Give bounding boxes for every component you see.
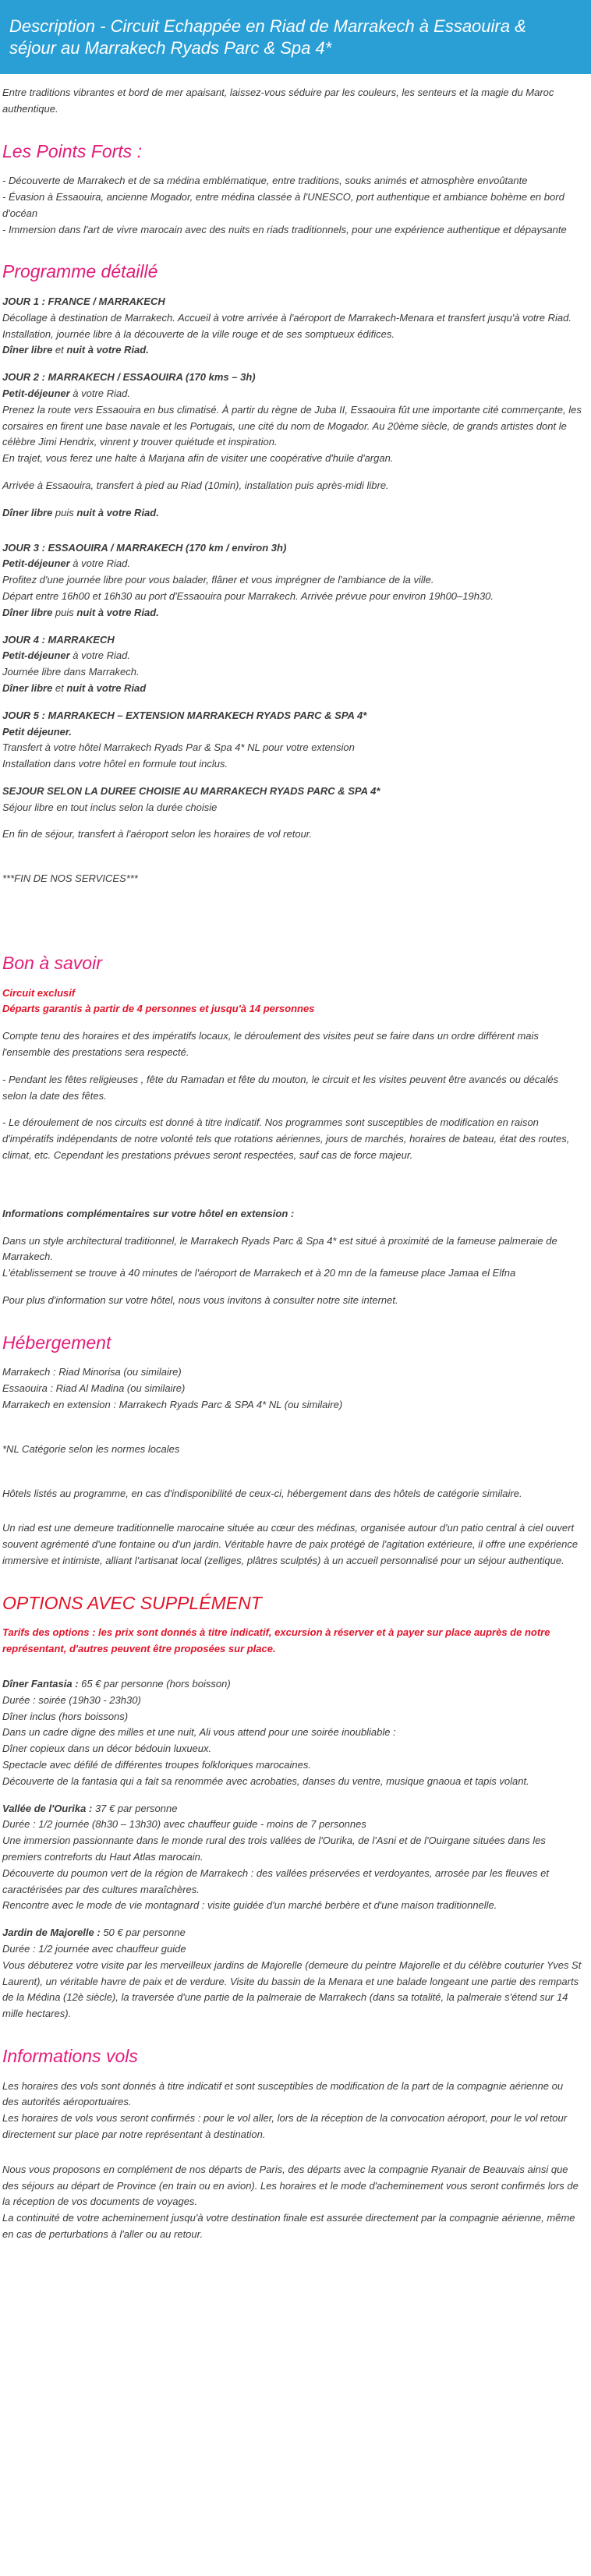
day-4-title: JOUR 4 : MARRAKECH: [2, 633, 115, 646]
option-fantasia-header: Dîner Fantasia : 65 € par personne (hors boisson): [2, 1677, 231, 1690]
option-line: Durée : 1/2 journée (8h30 – 13h30) avec chauffeur guide - moins de 7 personnes: [2, 1818, 366, 1831]
intro-text: Entre traditions vibrantes et bord de mer apaisant, laissez-vous séduire par les couleurs, les senteurs et la magie du Maroc authentique.: [2, 87, 554, 115]
option-ourika: [2, 1801, 582, 1915]
vols-text: La continuité de votre acheminement jusqu'à votre destination finale est assurée directement par la compagnie aérienne, même en cas de perturbations à l'aller ou au retour.: [2, 2212, 575, 2240]
options-heading: OPTIONS AVEC SUPPLÉMENT: [2, 1592, 262, 1613]
programme-heading: Programme détaillé: [2, 261, 158, 282]
riad-description: Un riad est une demeure traditionnelle marocaine située au cœur des médinas, organisée autour d'un patio central à ciel ouvert souvent agrémenté d'une fontaine ou d'un jardin. Véritable havre de paix protégé de l'agitation extérieure, il offre une expérience immersive et intimiste, alliant l'artisanat local (zelliges, plâtres sculptés) à un accueil personnalisé pour un séjour authentique.: [2, 1522, 579, 1566]
hotel-info-text: L'établissement se trouve à 40 minutes de l'aéroport de Marrakech et à 20 mn de la fameuse place Jamaa el Elfna: [2, 1267, 516, 1279]
hotel-info-title: Informations complémentaires sur votre hôtel en extension :: [2, 1207, 295, 1219]
vols-text: Les horaires de vols vous seront confirmés : pour le vol aller, lors de la réception de la convocation aéroport, pour le vol retour directement sur place par notre représentant à destination.: [2, 2112, 568, 2140]
points-forts-item: - Découverte de Marrakech et de sa médina emblématique, entre traditions, souks animés et atmosphère envoûtante: [2, 175, 528, 187]
day-1-title: JOUR 1 : FRANCE / MARRAKECH: [2, 295, 165, 307]
day-2-block: [2, 370, 582, 467]
option-majorelle: [2, 1925, 582, 2022]
bon-a-savoir-heading: Bon à savoir: [2, 953, 102, 974]
points-forts-list: [2, 173, 582, 238]
circuit-exclusif-block: [2, 985, 582, 1018]
fin-services: ***FIN DE NOS SERVICES***: [2, 872, 138, 885]
vols-block-2: [2, 2162, 582, 2243]
option-line: Dans un cadre digne des milles et une nuit, Ali vous attend pour une soirée inoubliable :: [2, 1726, 396, 1739]
day-2-breakfast: Petit-déjeuner à votre Riad.: [2, 387, 131, 399]
option-line: Durée : soirée (19h30 - 23h30): [2, 1693, 141, 1706]
bon-a-savoir-text: - Le déroulement de nos circuits est donné à titre indicatif. Nos programmes sont susceptibles de modification en raison d'impératifs indépendants de notre volonté tels que rotations aériennes, jours de marchés, horaires de bateau, état des routes, climat, etc. Cependant les prestations prévues seront respectées, sauf cas de force majeur.: [2, 1116, 570, 1162]
hebergement-text: Hôtels listés au programme, en cas d'indisponibilité de ceux-ci, hébergement dans des hôtels de catégorie similaire.: [2, 1487, 522, 1499]
page-header: [0, 0, 591, 74]
vols-text: Les horaires des vols sont donnés à titre indicatif et sont susceptibles de modification de la part de la compagnie aérienne ou des autorités aéroportuaires.: [2, 2079, 564, 2108]
day-4-dinner: Dîner libre et nuit à votre Riad: [2, 681, 147, 694]
nl-note: *NL Catégorie selon les normes locales: [2, 1442, 180, 1455]
hebergement-heading: Hébergement: [2, 1332, 111, 1353]
points-forts-heading: Les Points Forts :: [2, 140, 142, 161]
main-content: [0, 85, 591, 2243]
option-line: Rencontre avec le mode de vie montagnard : visite guidée d'un marché berbère et d'une maison traditionnelle.: [2, 1899, 497, 1912]
day-3-title: JOUR 3 : ESSAOUIRA / MARRAKECH (170 km / environ 3h): [2, 541, 287, 554]
day-2-arrival: Arrivée à Essaouira, transfert à pied au Riad (10min), installation puis après-midi libre.: [2, 479, 389, 491]
day-1-block: [2, 294, 582, 359]
day-4-text: Journée libre dans Marrakech.: [2, 666, 140, 678]
option-majorelle-header: Jardin de Majorelle : 50 € par personne: [2, 1927, 186, 1939]
day-5-block: [2, 708, 582, 773]
day-4-block: [2, 632, 582, 697]
day-1-dinner: Dîner libre et nuit à votre Riad.: [2, 344, 149, 356]
option-line: Découverte de la fantasia qui a fait sa renommée avec acrobaties, danses du ventre, musique gnaoua et tapis volant.: [2, 1775, 529, 1787]
hebergement-list: [2, 1364, 582, 1413]
day-3-breakfast: Petit-déjeuner à votre Riad.: [2, 557, 131, 570]
points-forts-item: - Évasion à Essaouira, ancienne Mogador, entre médina classée à l'UNESCO, port authentique et ambiance bohème en bord d'océan: [2, 190, 564, 219]
vols-text: Nous vous proposons en complément de nos départs de Paris, des départs avec la compagnie Ryanair de Beauvais ainsi que des séjours au départ de Province (en train ou en avion). Les horaires et le mode d'acheminement vous seront confirmés lors de la réception de vos documents de voyages.: [2, 2163, 579, 2208]
hebergement-item: Marrakech en extension : Marrakech Ryads Parc & SPA 4* NL (ou similaire): [2, 1399, 343, 1411]
option-ourika-header: Vallée de l'Ourika : 37 € par personne: [2, 1802, 178, 1814]
day-3-block: [2, 540, 582, 621]
page-title: Description - Circuit Echappée en Riad de Marrakech à Essaouira & séjour au Marrakech Ryads Parc & Spa 4*: [9, 16, 526, 58]
hotel-info-text: Dans un style architectural traditionnel, le Marrakech Ryads Parc & Spa 4* est situé à proximité de la fameuse palmeraie de Marrakech.: [2, 1234, 557, 1263]
day-2-text: En trajet, vous ferez une halte à Marjana afin de visiter une coopérative d'huile d'argan.: [2, 452, 394, 465]
programme-end: En fin de séjour, transfert à l'aéroport selon les horaires de vol retour.: [2, 828, 313, 840]
day-2-title: JOUR 2 : MARRAKECH / ESSAOUIRA (170 kms – 3h): [2, 371, 256, 384]
option-line: Durée : 1/2 journée avec chauffeur guide: [2, 1942, 186, 1955]
day-5-text: Transfert à votre hôtel Marrakech Ryads Par & Spa 4* NL pour votre extension: [2, 741, 355, 754]
vols-heading: Informations vols: [2, 2045, 138, 2066]
sejour-text: Séjour libre en tout inclus selon la durée choisie: [2, 801, 218, 813]
day-5-breakfast: Petit déjeuner.: [2, 725, 72, 738]
sejour-title: SEJOUR SELON LA DUREE CHOISIE AU MARRAKECH RYADS PARC & SPA 4*: [2, 784, 380, 797]
sejour-block: [2, 784, 582, 816]
option-line: Spectacle avec défilé de différentes troupes folkloriques marocaines.: [2, 1758, 311, 1771]
option-line: Dîner inclus (hors boissons): [2, 1710, 129, 1722]
bon-a-savoir-text: - Pendant les fêtes religieuses , fête du Ramadan et fête du mouton, le circuit et les visites peuvent être avancés ou décalés selon la date des fêtes.: [2, 1073, 559, 1102]
hebergement-item: Essaouira : Riad Al Madina (ou similaire): [2, 1382, 186, 1395]
options-tarifs: Tarifs des options : les prix sont donnés à titre indicatif, excursion à réserver et à payer sur place auprès de notre représentant, d'autres peuvent être proposées sur place.: [2, 1626, 550, 1655]
day-3-text: Départ entre 16h00 et 16h30 au port d'Essaouira pour Marrakech. Arrivée prévue pour environ 19h00–19h30.: [2, 589, 494, 602]
hotel-info-text: Pour plus d'information sur votre hôtel, nous vous invitons à consulter notre site internet.: [2, 1294, 398, 1307]
day-2-text: Prenez la route vers Essaouira en bus climatisé. À partir du règne de Juba II, Essaouira fût une importante cité commerçante, les corsaires en firent une base navale et les Portugais, une cité du nom de Mogador. Au 20ème siècle, de grands artistes dont le célèbre Jimi Hendrix, vinrent y trouver quiétude et inspiration.: [2, 403, 582, 448]
hotel-info-block: [2, 1233, 582, 1282]
day-5-title: JOUR 5 : MARRAKECH – EXTENSION MARRAKECH RYADS PARC & SPA 4*: [2, 709, 367, 721]
option-line: Vous débuterez votre visite par les merveilleux jardins de Majorelle (demeure du peintre Majorelle et du célèbre couturier Yves St Laurent), un véritable havre de paix et de verdure. Visite du bassin de la Menara et une balade longeant une partie des remparts de la Médina (12è siècle), la traversée d'une partie de la palmeraie de Marrakech (dans sa totalité, la palmeraie s'étend sur 14 mille hectares).: [2, 1959, 582, 2020]
option-line: Une immersion passionnante dans le monde rural des trois vallées de l'Ourika, de l'Asni et de l'Ouirgane situées dans les premiers contreforts du Haut Atlas marocain.: [2, 1835, 546, 1863]
points-forts-item: - Immersion dans l'art de vivre marocain avec des nuits en riads traditionnels, pour une expérience authentique et dépaysante: [2, 223, 567, 235]
vols-block: [2, 2079, 582, 2143]
day-2-dinner: Dîner libre puis nuit à votre Riad.: [2, 506, 159, 518]
day-5-text: Installation dans votre hôtel en formule tout inclus.: [2, 758, 228, 770]
day-1-text: Décollage à destination de Marrakech. Accueil à votre arrivée à l'aéroport de Marrakech-Menara et transfert jusqu'à votre Riad. Installation, journée libre à la découverte de la ville rouge et de ses somptueux édifices.: [2, 311, 572, 340]
option-fantasia: [2, 1676, 582, 1790]
departs-garantis: Départs garantis à partir de 4 personnes et jusqu'à 14 personnes: [2, 1003, 315, 1015]
day-3-dinner: Dîner libre puis nuit à votre Riad.: [2, 606, 159, 618]
bon-a-savoir-text: Compte tenu des horaires et des impératifs locaux, le déroulement des visites peut se faire dans un ordre différent mais l'ensemble des prestations sera respecté.: [2, 1030, 539, 1059]
day-3-text: Profitez d'une journée libre pour vous balader, flâner et vous imprégner de l'ambiance de la ville.: [2, 574, 434, 586]
option-line: Découverte du poumon vert de la région de Marrakech : des vallées préservées et verdoyantes, arrosée par les fleuves et caractérisées par des cultures maraîchères.: [2, 1867, 549, 1895]
circuit-exclusif: Circuit exclusif: [2, 986, 76, 999]
option-line: Dîner copieux dans un décor bédouin luxueux.: [2, 1743, 212, 1755]
hebergement-item: Marrakech : Riad Minorisa (ou similaire): [2, 1366, 182, 1378]
day-4-breakfast: Petit-déjeuner à votre Riad.: [2, 649, 131, 662]
